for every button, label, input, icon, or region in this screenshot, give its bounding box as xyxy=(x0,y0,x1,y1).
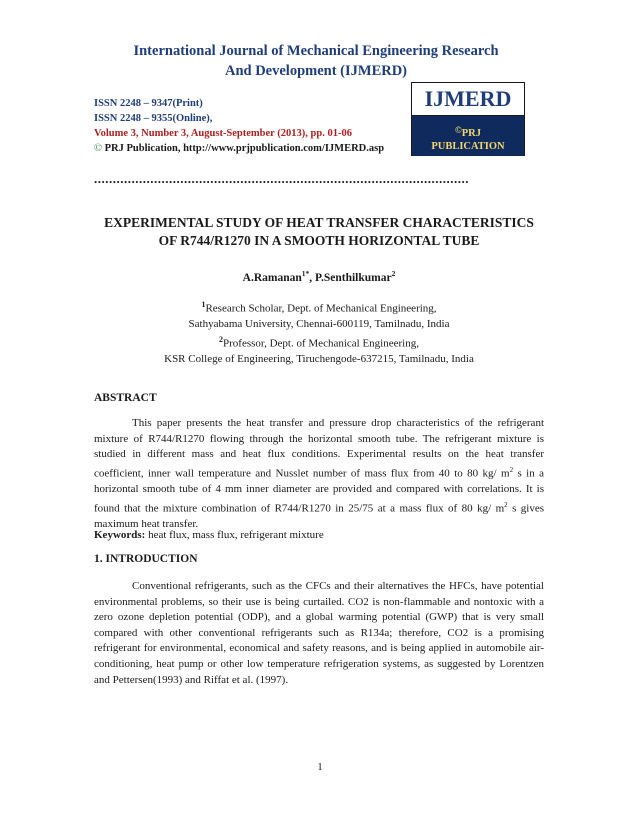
affiliation-1-line1: Research Scholar, Dept. of Mechanical Engineering, xyxy=(205,302,437,315)
author-separator: , xyxy=(309,271,315,284)
keywords xyxy=(94,528,544,543)
journal-title-line1: International Journal of Mechanical Engineering Research xyxy=(133,43,499,59)
publisher-line xyxy=(94,141,384,156)
introduction-heading: 1. INTRODUCTION xyxy=(94,553,198,565)
introduction-text xyxy=(94,579,544,688)
abstract-part-a: This paper presents the heat transfer and pressure drop characteristics of the refrigerant mixture of R744/R1270 flowing through the horizontal smooth tube. The refrigerant mixture is studied in different mass and heat flux conditions. Experimental results on the heat transfer coefficient, inner wall temperature and Nusslet number of mass flux from 40 to 80 kg/ m xyxy=(94,417,544,480)
affiliation-2-sup: 2 xyxy=(219,335,223,344)
abstract-heading: ABSTRACT xyxy=(94,392,157,404)
affiliation-1 xyxy=(94,297,544,332)
author-2: P.Senthilkumar xyxy=(315,271,392,284)
volume-info: Volume 3, Number 3, August-September (2013), pp. 01-06 xyxy=(94,128,352,139)
keywords-label: Keywords: xyxy=(94,529,146,541)
journal-logo xyxy=(411,82,525,156)
logo-copyright-icon: © xyxy=(455,125,462,135)
journal-title-line2: And Development (IJMERD) xyxy=(224,63,408,79)
issn-block xyxy=(94,96,384,156)
affiliation-1-line2: Sathyabama University, Chennai-600119, Tamilnadu, India xyxy=(188,317,450,330)
logo-publication xyxy=(412,124,524,153)
page-number: 1 xyxy=(317,761,323,773)
publisher-text: PRJ Publication, http://www.prjpublication.com/IJMERD.asp xyxy=(104,143,385,154)
logo-name: IJMERD xyxy=(412,83,524,116)
abstract-part-c: s gives maximum heat transfer. xyxy=(94,502,544,530)
affiliation-2 xyxy=(94,332,544,367)
abstract-sup-b: 2 xyxy=(504,500,508,509)
author-1: A.Ramanan xyxy=(242,271,302,284)
affiliation-2-line1: Professor, Dept. of Mechanical Engineering, xyxy=(223,337,419,350)
journal-title xyxy=(96,41,536,81)
authors xyxy=(94,266,544,286)
issn-online: ISSN 2248 – 9355(Online), xyxy=(94,113,213,124)
affiliation-2-line2: KSR College of Engineering, Tiruchengode-637215, Tamilnadu, India xyxy=(164,352,474,365)
paper-title-line2: OF R744/R1270 IN A SMOOTH HORIZONTAL TUBE xyxy=(158,233,480,248)
paper-title xyxy=(94,214,544,250)
author-2-sup: 2 xyxy=(391,269,396,278)
logo-prj: PRJ xyxy=(461,128,481,139)
abstract-sup-a: 2 xyxy=(509,465,514,474)
paper-title-line1: EXPERIMENTAL STUDY OF HEAT TRANSFER CHARACTERISTICS xyxy=(104,215,534,230)
dotted-separator: .................................................................................................... xyxy=(94,172,469,186)
logo-publication-word: PUBLICATION xyxy=(431,141,505,152)
abstract-text xyxy=(94,416,544,532)
affiliation-1-sup: 1 xyxy=(201,300,206,309)
author-1-sup: 1* xyxy=(301,269,310,278)
copyright-icon: © xyxy=(94,143,102,154)
issn-print: ISSN 2248 – 9347(Print) xyxy=(94,98,203,109)
keywords-text: heat flux, mass flux, refrigerant mixture xyxy=(145,529,324,541)
introduction-paragraph: Conventional refrigerants, such as the CFCs and their alternatives the HFCs, have potential environmental problems, so their use is being curtailed. CO2 is non-flammable and nontoxic with a zero ozone depletion potential (ODP), and a global warming potential (GWP) that is very small compared with other conventional refrigerants such as R134a; therefore, CO2 is a promising refrigerant for environmental, economical and safety reasons, and is being applied in automobile air-conditioning, heat pump or other low temperature refrigeration systems, as suggested by Lorentzen and Pettersen(1993) and Riffat et al. (1997). xyxy=(94,580,544,686)
abstract-part-b: s in a horizontal smooth tube of 4 mm inner diameter are provided and compared with correlations. It is found that the mixture combination of R744/R1270 in 25/75 at a mass flux of 80 kg/ m xyxy=(94,467,544,515)
